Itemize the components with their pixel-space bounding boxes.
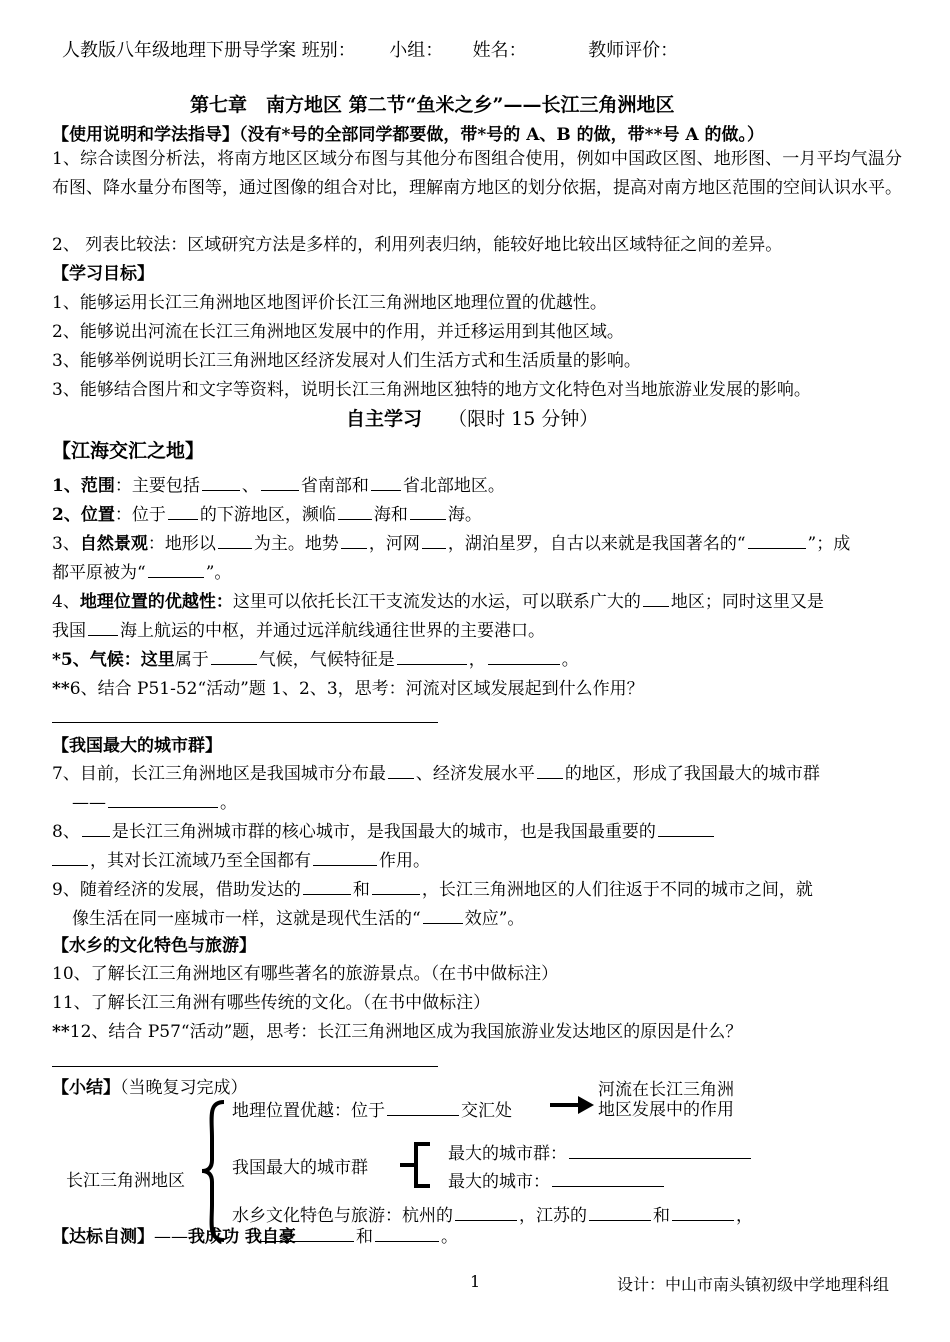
answer-blank[interactable]	[537, 762, 563, 779]
self-test-row: 【达标自测】——我成功 我自豪	[52, 1227, 296, 1247]
question-12: **12、结合 P57“活动”题，思考：长江三角洲地区成为我国旅游业发达地区的原因是什么？	[52, 1022, 743, 1042]
goal-item: 3、能够举例说明长江三角洲地区经济发展对人们生活方式和生活质量的影响。	[52, 351, 641, 371]
answer-blank[interactable]	[218, 532, 252, 549]
answer-blank[interactable]	[341, 532, 367, 549]
question-1: 1、范围：主要包括 、 省南部和 省北部地区。	[52, 476, 505, 496]
summary-heading-row	[52, 1076, 248, 1100]
answer-blank[interactable]	[313, 849, 377, 866]
worksheet-header	[62, 36, 678, 62]
answer-blank[interactable]	[88, 619, 118, 636]
branch-city-cluster: 我国最大的城市群	[232, 1158, 368, 1178]
question-7: 7、目前，长江三角洲地区是我国城市分布最 、经济发展水平 的地区，形成了我国最大的城市群	[52, 764, 820, 784]
section-heading-city-cluster: 【我国最大的城市群】	[52, 736, 222, 756]
answer-blank[interactable]	[589, 1204, 651, 1221]
book-title: 人教版八年级地理下册导学案	[62, 40, 296, 61]
largest-city: 最大的城市：	[448, 1167, 666, 1192]
answer-blank[interactable]	[569, 1142, 751, 1159]
answer-blank[interactable]	[52, 849, 88, 866]
answer-blank[interactable]	[338, 503, 372, 520]
answer-blank[interactable]	[303, 878, 351, 895]
section-heading-jianghai: 【江海交汇之地】	[52, 440, 205, 462]
footer-credit: 设计：中山市南头镇初级中学地理科组	[617, 1275, 890, 1294]
answer-blank[interactable]	[748, 532, 806, 549]
section-heading-water-town: 【水乡的文化特色与旅游】	[52, 936, 256, 956]
time-limit: （限时 15 分钟）	[448, 408, 599, 430]
self-study-title	[346, 404, 598, 431]
answer-blank[interactable]	[552, 1170, 664, 1187]
answer-blank[interactable]	[488, 648, 560, 665]
goals-heading: 【学习目标】	[52, 264, 154, 284]
summary-note: （当晚复习完成）	[120, 1078, 248, 1098]
teacher-eval-label: 教师评价：	[588, 40, 679, 61]
answer-blank[interactable]	[82, 820, 110, 837]
question-8-cont: ，其对长江流域乃至全国都有 作用。	[52, 847, 902, 876]
answer-blank[interactable]	[260, 1225, 354, 1242]
branch-culture-tourism: 水乡文化特色与旅游：杭州的 ，江苏的 和 ，	[232, 1206, 753, 1226]
answer-line[interactable]	[52, 722, 438, 723]
question-7-cont: —— 。	[72, 793, 237, 813]
question-4: 4、地理位置的优越性：这里可以依托长江干支流发达的水运，可以联系广大的 地区；同时这里又是	[52, 592, 824, 612]
answer-blank[interactable]	[455, 1204, 517, 1221]
answer-blank[interactable]	[261, 474, 299, 491]
answer-blank[interactable]	[148, 561, 204, 578]
answer-blank[interactable]	[422, 532, 446, 549]
answer-blank[interactable]	[211, 648, 257, 665]
answer-blank[interactable]	[375, 1225, 439, 1242]
branch-location: 地理位置优越：位于 交汇处	[232, 1101, 512, 1121]
answer-blank[interactable]	[410, 503, 446, 520]
question-5: *5、气候：这里属于 气候，气候特征是 ， 。	[52, 650, 579, 670]
question-8: 8、 是长江三角洲城市群的核心城市，是我国最大的城市，也是我国最重要的	[52, 818, 902, 847]
answer-blank[interactable]	[672, 1204, 734, 1221]
answer-blank[interactable]	[168, 503, 198, 520]
answer-blank[interactable]	[643, 590, 669, 607]
self-test-motto: 我成功 我自豪	[188, 1227, 296, 1247]
question-3: 3、自然景观：地形以 为主。地势 ，河网 ，湖泊星罗，自古以来就是我国著名的“ ”；成	[52, 534, 851, 554]
question-11: 11、了解长江三角洲有哪些传统的文化。（在书中做标注）	[52, 993, 491, 1013]
answer-blank[interactable]	[108, 791, 218, 808]
answer-blank[interactable]	[658, 820, 714, 837]
summary-heading: 【小结】	[52, 1078, 120, 1098]
culture-blanks-cont: 和 。	[258, 1222, 458, 1247]
question-10: 10、了解长江三角洲地区有哪些著名的旅游景点。（在书中做标注）	[52, 964, 559, 984]
question-6: **6、结合 P51-52“活动”题 1、2、3，思考：河流对区域发展起到什么作用？	[52, 679, 644, 699]
answer-line[interactable]	[52, 1066, 438, 1067]
usage-heading: 【使用说明和学法指导】（没有*号的全部同学都要做，带*号的 A、B 的做，带**号 A 的做。）	[52, 125, 764, 145]
bracket-icon	[400, 1140, 436, 1190]
class-label: 班别：	[301, 40, 356, 61]
group-label: 小组：	[389, 40, 444, 61]
question-4-cont: 我国 海上航运的中枢，并通过远洋航线通往世界的主要港口。	[52, 621, 545, 641]
name-label: 姓名：	[472, 40, 527, 61]
summary-root: 长江三角洲地区	[66, 1171, 185, 1191]
answer-blank[interactable]	[423, 907, 463, 924]
self-test-heading: 【达标自测】	[52, 1227, 154, 1247]
largest-cluster: 最大的城市群：	[448, 1139, 753, 1164]
answer-blank[interactable]	[372, 878, 420, 895]
page-number: 1	[470, 1272, 481, 1291]
question-3-cont: 都平原被为“ ”。	[52, 563, 232, 583]
goal-item: 2、能够说出河流在长江三角洲地区发展中的作用，并迁移运用到其他区域。	[52, 322, 624, 342]
answer-blank[interactable]	[388, 762, 414, 779]
goal-item: 1、能够运用长江三角洲地区地图评价长江三角洲地区地理位置的优越性。	[52, 293, 607, 313]
question-9: 9、随着经济的发展，借助发达的 和 ，长江三角洲地区的人们往返于不同的城市之间，就	[52, 880, 813, 900]
river-role-box: 河流在长江三角洲 地区发展中的作用	[598, 1080, 734, 1120]
answer-blank[interactable]	[387, 1099, 459, 1116]
arrow-right-icon	[548, 1094, 596, 1116]
goal-item: 3、能够结合图片和文字等资料，说明长江三角洲地区独特的地方文化特色对当地旅游业发展的影响。	[52, 380, 811, 400]
answer-blank[interactable]	[397, 648, 467, 665]
usage-paragraph-1: 1、综合读图分析法，将南方地区区域分布图与其他分布图组合使用，例如中国政区图、地形图、一月平均气温分布图、降水量分布图等，通过图像的组合对比，理解南方地区的划分依据，提高对南方地区范围的空间认识水平。	[52, 149, 902, 198]
answer-blank[interactable]	[202, 474, 240, 491]
answer-blank[interactable]	[371, 474, 401, 491]
page-title: 第七章 南方地区 第二节“鱼米之乡”——长江三角洲地区	[190, 94, 675, 116]
usage-paragraph-2: 2、 列表比较法：区域研究方法是多样的，利用列表归纳，能较好地比较出区域特征之间的差异。	[52, 235, 783, 255]
question-2: 2、位置：位于 的下游地区，濒临 海和 海。	[52, 505, 482, 525]
self-study-label: 自主学习	[346, 408, 423, 430]
question-9-cont: 像生活在同一座城市一样，这就是现代生活的“ 效应”。	[72, 909, 525, 929]
